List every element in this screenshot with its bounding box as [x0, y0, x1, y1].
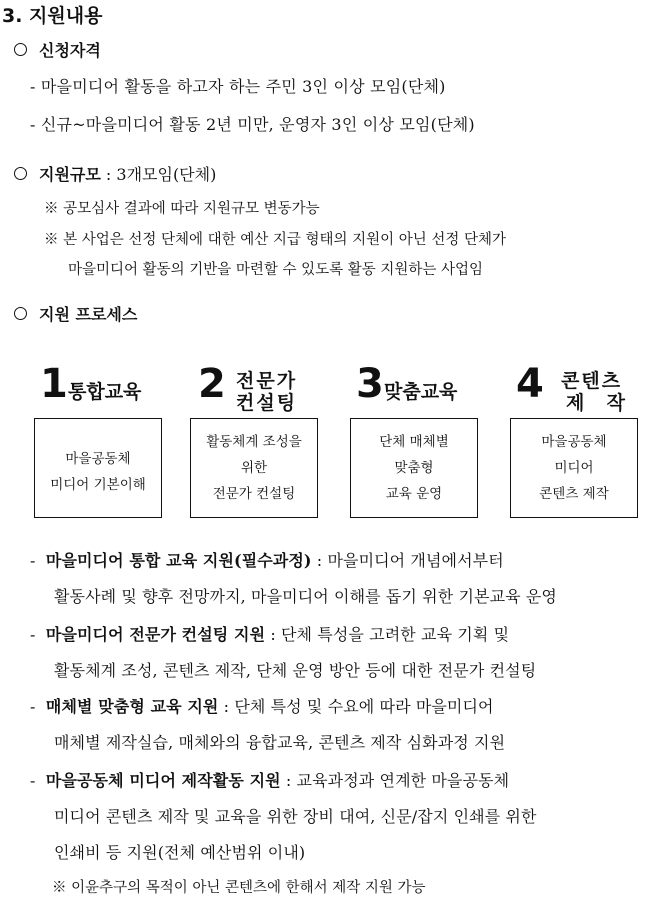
- step-box-line: 맞춤형: [394, 460, 434, 476]
- step-box-line: 마을공동체: [65, 451, 131, 467]
- step-box: [34, 418, 162, 518]
- detail-continued: 매체별 제작실습, 매체와의 융합교육, 콘텐츠 제작 심화과정 지원: [54, 733, 506, 752]
- dash-bullet: -: [30, 625, 36, 644]
- detail-title: 매체별 맞춤형 교육 지원: [45, 697, 219, 716]
- step-box-line: 활동체계 조성을: [206, 434, 302, 450]
- step-box: [510, 418, 638, 518]
- detail-text: : 마을미디어 개념에서부터: [311, 551, 504, 570]
- step-box-line: 단체 매체별: [379, 434, 449, 450]
- scale-heading: 지원규모: [39, 165, 101, 184]
- circle-bullet-icon: [14, 307, 27, 320]
- detail-continued: 활동체계 조성, 콘텐츠 제작, 단체 운영 방안 등에 대한 전문가 컨설팅: [54, 661, 537, 680]
- step-title: 콘텐츠: [561, 370, 623, 392]
- process-heading-row: [14, 302, 137, 325]
- step-number: 2: [198, 361, 226, 407]
- step-number: 3: [356, 361, 384, 407]
- step-number: 1: [40, 361, 68, 407]
- detail-text: : 교육과정과 연계한 마을공동체: [280, 771, 510, 790]
- step-title: 통합교육: [68, 381, 142, 403]
- circle-bullet-icon: [14, 43, 27, 56]
- section-title: 3. 지원내용: [2, 5, 103, 27]
- detail-continued: 미디어 콘텐츠 제작 및 교육을 위한 장비 대여, 신문/잡지 인쇄를 위한: [54, 807, 537, 826]
- step-box-line: 콘텐츠 제작: [539, 486, 609, 502]
- detail-item: [30, 622, 509, 645]
- step-box-line: 교육 운영: [385, 486, 443, 502]
- detail-item: [30, 768, 509, 791]
- step-box-line: 미디어 기본이해: [50, 477, 146, 493]
- scale-note: ※ 본 사업은 선정 단체에 대한 예산 지급 형태의 지원이 아닌 선정 단체가: [44, 232, 507, 248]
- detail-continued: 활동사례 및 향후 전망까지, 마을미디어 이해를 돕기 위한 기본교육 운영: [54, 587, 557, 606]
- detail-item: [30, 548, 504, 571]
- detail-text: : 단체 특성 및 수요에 따라 마을미디어: [218, 697, 494, 716]
- eligibility-item: - 마을미디어 활동을 하고자 하는 주민 3인 이상 모임(단체): [30, 77, 446, 96]
- process-heading: 지원 프로세스: [39, 305, 138, 324]
- step-box-line: 전문가 컨설팅: [212, 486, 296, 502]
- step-box: [350, 418, 478, 518]
- dash-bullet: -: [30, 697, 36, 716]
- step-box: [190, 418, 318, 518]
- circle-bullet-icon: [14, 167, 27, 180]
- scale-value: : 3개모임(단체): [100, 165, 217, 184]
- detail-continued: 인쇄비 등 지원(전체 예산범위 이내): [54, 843, 306, 862]
- step-box-line: 위한: [240, 460, 268, 476]
- eligibility-heading-row: [14, 38, 101, 61]
- step-title: 맞춤교육: [384, 381, 458, 403]
- detail-title: 마을공동체 미디어 제작활동 지원: [45, 771, 281, 790]
- step-box-line: 미디어: [554, 460, 594, 476]
- scale-note: ※ 공모심사 결과에 따라 지원규모 변동가능: [44, 201, 320, 217]
- step-title: 제 작: [566, 392, 628, 414]
- eligibility-item: - 신규~마을미디어 활동 2년 미만, 운영자 3인 이상 모임(단체): [30, 115, 475, 134]
- detail-item: [30, 694, 494, 717]
- final-note: ※ 이윤추구의 목적이 아닌 콘텐츠에 한해서 제작 지원 가능: [52, 880, 426, 896]
- step-number: 4: [516, 361, 544, 407]
- step-title: 컨설팅: [236, 392, 298, 414]
- dash-bullet: -: [30, 771, 36, 790]
- detail-title: 마을미디어 통합 교육 지원(필수과정): [45, 551, 312, 570]
- dash-bullet: -: [30, 551, 36, 570]
- detail-title: 마을미디어 전문가 컨설팅 지원: [45, 625, 266, 644]
- step-title: 전문가: [236, 370, 298, 392]
- scale-heading-row: [14, 162, 216, 185]
- step-box-line: 마을공동체: [541, 434, 607, 450]
- eligibility-heading: 신청자격: [39, 41, 101, 60]
- scale-note-continued: 마을미디어 활동의 기반을 마련할 수 있도록 활동 지원하는 사업임: [68, 262, 484, 278]
- detail-text: : 단체 특성을 고려한 교육 기획 및: [265, 625, 510, 644]
